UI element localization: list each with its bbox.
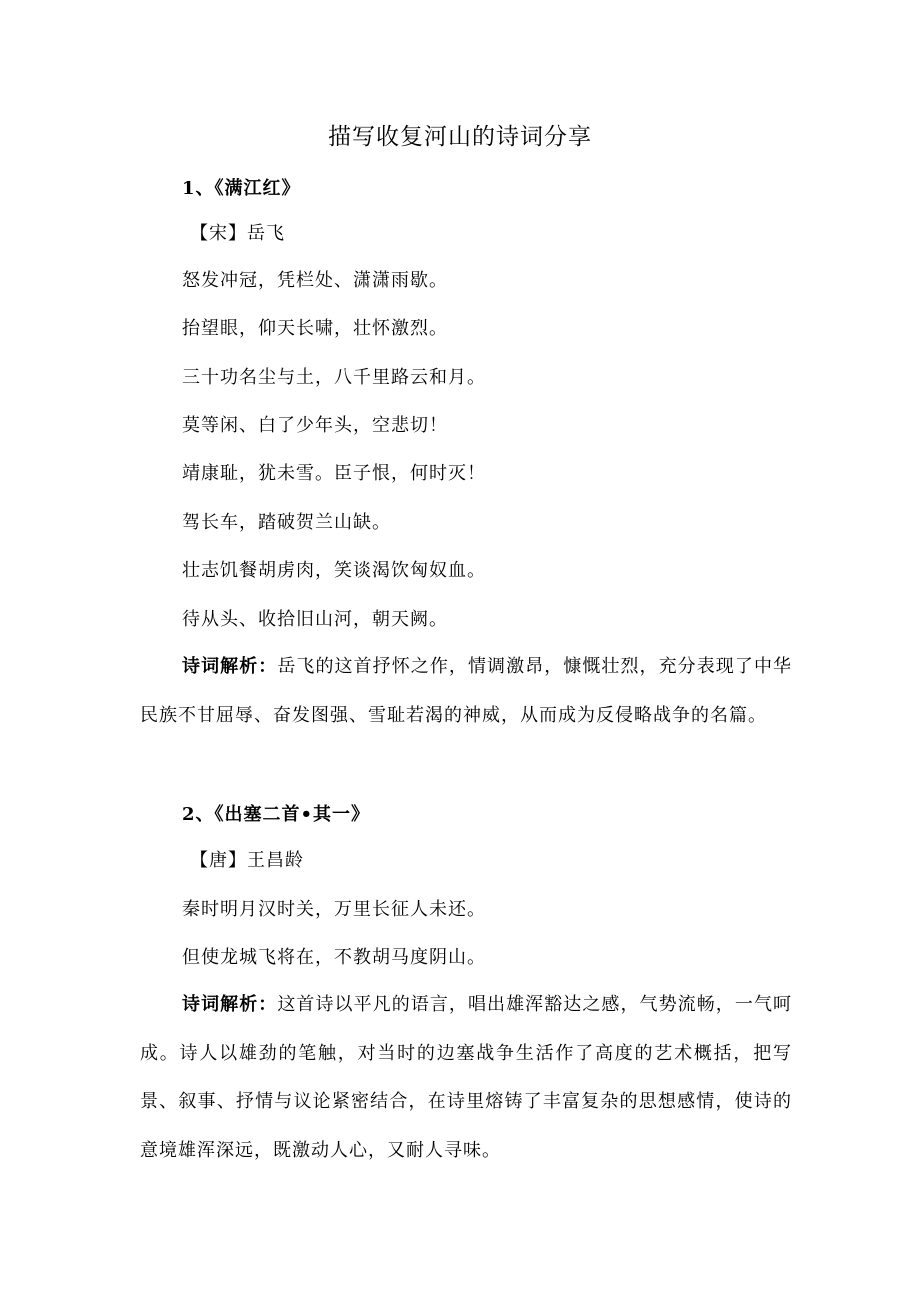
analysis-label: 诗词解析：: [182, 994, 278, 1015]
analysis-text: 岳飞的这首抒怀之作，情调激昂，慷慨壮烈，充分表现了中华民族不甘屈辱、奋发图强、雪耻若渴的神威，从而成为反侵略战争的名篇。: [140, 656, 793, 726]
section-2-author: 【唐】王昌龄: [190, 850, 304, 871]
poem-2-line-2: 但使龙城飞将在，不教胡马度阴山。: [182, 947, 486, 968]
poem-1-line-4: 莫等闲、白了少年头，空悲切！: [182, 415, 448, 436]
section-1-author: 【宋】岳飞: [190, 223, 285, 244]
poem-1-line-6: 驾长车，踏破贺兰山缺。: [182, 512, 391, 533]
poem-1-line-1: 怒发冲冠，凭栏处、潇潇雨歇。: [182, 270, 448, 291]
poem-1-line-3: 三十功名尘与土，八千里路云和月。: [182, 367, 486, 388]
document-title: 描写收复河山的诗词分享: [328, 124, 592, 150]
section-1-analysis: [140, 643, 792, 740]
poem-2-line-1: 秦时明月汉时关，万里长征人未还。: [182, 899, 486, 920]
poem-1-line-8: 待从头、收拾旧山河，朝天阙。: [182, 609, 448, 630]
poem-1-line-7: 壮志饥餐胡虏肉，笑谈渴饮匈奴血。: [182, 560, 486, 581]
poem-1-line-5: 靖康耻，犹未雪。臣子恨，何时灭！: [182, 463, 486, 484]
analysis-text: 这首诗以平凡的语言，唱出雄浑豁达之感，气势流畅，一气呵成。诗人以雄劲的笔触，对当时的边塞战争生活作了高度的艺术概括，把写景、叙事、抒情与议论紧密结合，在诗里熔铸了丰富复杂的思想感情，使诗的意境雄浑深远，既激动人心，又耐人寻味。: [140, 994, 793, 1161]
analysis-label: 诗词解析：: [182, 656, 278, 677]
poem-1-line-2: 抬望眼，仰天长啸，壮怀激烈。: [182, 318, 448, 339]
section-1-heading: 1、《满江红》: [182, 178, 301, 199]
section-2-analysis: [140, 981, 792, 1175]
section-2-heading: 2、《出塞二首•其一》: [182, 804, 371, 825]
